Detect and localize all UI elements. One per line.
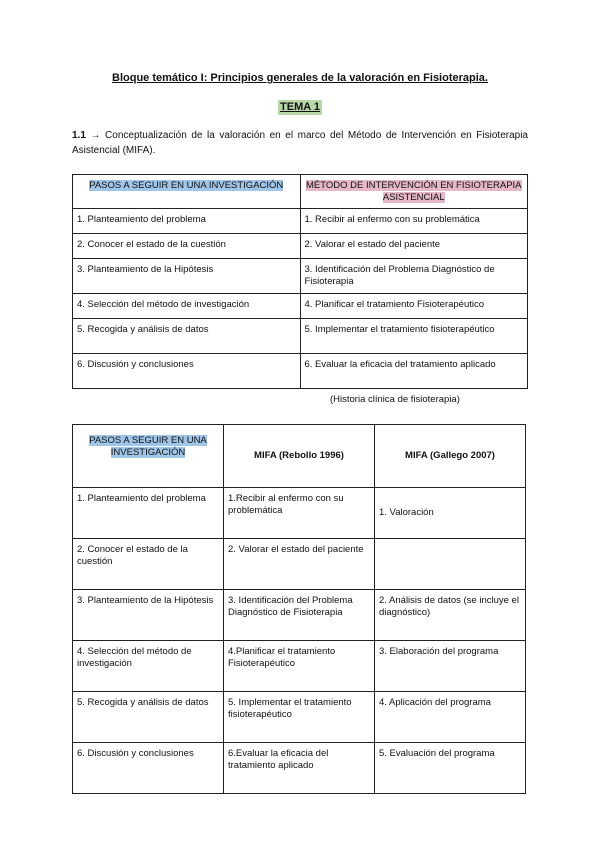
table2-header-research [73,425,224,488]
table1-header-research [73,175,301,209]
table-cell [375,539,526,590]
table-cell: 1. Valoración [375,488,526,539]
table-header-row [73,425,526,488]
table-cell: 5. Recogida y análisis de datos [73,692,224,743]
table-cell: 3. Identificación del Problema Diagnóstico de Fisioterapia [300,259,528,294]
table-cell: 3. Elaboración del programa [375,641,526,692]
table-row [73,590,526,641]
table-cell: 5. Evaluación del programa [375,743,526,794]
table-cell: 5. Implementar el tratamiento fisioterapéutico [224,692,375,743]
table-cell: 4. Selección del método de investigación [73,294,301,319]
table-cell: 1. Planteamiento del problema [73,488,224,539]
table-cell: 2. Valorar el estado del paciente [224,539,375,590]
table-cell: 4. Selección del método de investigación [73,641,224,692]
table-row [73,641,526,692]
subtitle-wrapper [0,97,600,115]
intro-text: → Conceptualización de la valoración en el marco del Método de Intervención en Fisioterapia Asistencial (MIFA). [72,130,528,156]
table1-caption: (Historia clínica de fisioterapia) [330,394,460,405]
table1-header-research-label: PASOS A SEGUIR EN UNA INVESTIGACIÓN [89,180,284,191]
table-row [73,259,528,294]
intro-paragraph [72,128,528,158]
table-cell: 4. Planificar el tratamiento Fisioterapéutico [300,294,528,319]
table-cell: 3. Planteamiento de la Hipótesis [73,590,224,641]
table-cell: 1. Recibir al enfermo con su problemática [300,209,528,234]
section-subtitle: TEMA 1 [280,101,320,113]
table2-header-gallego: MIFA (Gallego 2007) [375,425,526,488]
intro-number: 1.1 [72,130,86,141]
table-cell: 2. Valorar el estado del paciente [300,234,528,259]
table-cell: 1.Recibir al enfermo con su problemática [224,488,375,539]
table-cell: 4.Planificar el tratamiento Fisioterapéutico [224,641,375,692]
table-cell: 6. Discusión y conclusiones [73,743,224,794]
comparison-table-research-vs-method [72,174,528,389]
table-cell: 6.Evaluar la eficacia del tratamiento aplicado [224,743,375,794]
table-cell: 2. Conocer el estado de la cuestión [73,539,224,590]
table2-header-rebollo: MIFA (Rebollo 1996) [224,425,375,488]
table-cell: 2. Conocer el estado de la cuestión [73,234,301,259]
table1-header-method-label: MÉTODO DE INTERVENCIÓN EN FISIOTERAPIA ASISTENCIAL [305,180,522,203]
table-cell: 5. Recogida y análisis de datos [73,319,301,354]
table-cell: 3. Planteamiento de la Hipótesis [73,259,301,294]
table-cell: 6. Discusión y conclusiones [73,354,301,389]
table-cell: 4. Aplicación del programa [375,692,526,743]
table-row [73,354,528,389]
table-row [73,234,528,259]
table-cell: 2. Análisis de datos (se incluye el diagnóstico) [375,590,526,641]
table-row [73,539,526,590]
table-row [73,294,528,319]
table-row [73,319,528,354]
table-row [73,743,526,794]
table-cell: 5. Implementar el tratamiento fisioterapéutico [300,319,528,354]
table-row [73,488,526,539]
table-cell: 6. Evaluar la eficacia del tratamiento aplicado [300,354,528,389]
table1-header-method [300,175,528,209]
table-header-row [73,175,528,209]
document-title: Bloque temático I: Principios generales de la valoración en Fisioterapia. [112,72,488,84]
table-cell: 3. Identificación del Problema Diagnóstico de Fisioterapia [224,590,375,641]
table-cell: 1. Planteamiento del problema [73,209,301,234]
table-row [73,209,528,234]
table-row [73,692,526,743]
comparison-table-mifa-versions [72,424,526,794]
table2-header-research-label: PASOS A SEGUIR EN UNA INVESTIGACIÓN [89,435,207,458]
